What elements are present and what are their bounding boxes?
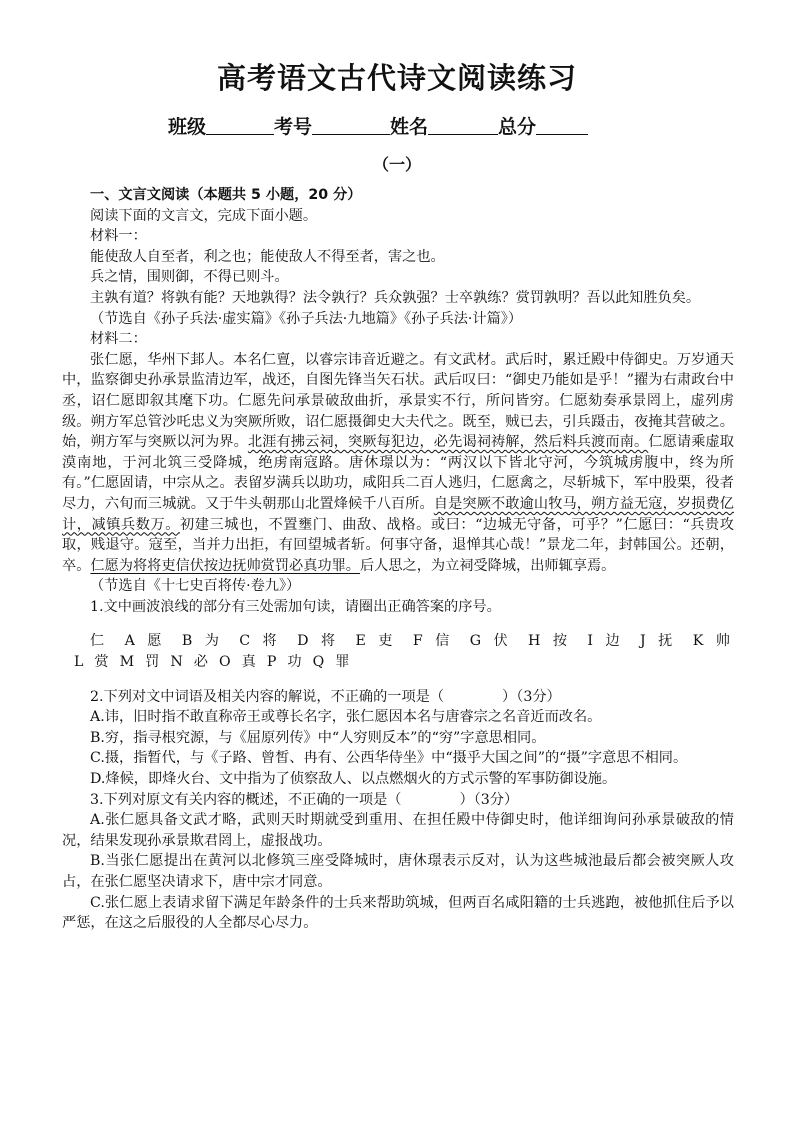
wavy-underlined-text: 北涯有拂云祠，突厥每犯边，必先谒祠祷解，然后料兵渡而南。 xyxy=(247,434,649,451)
option-token: 真 xyxy=(241,654,256,671)
reading-section xyxy=(62,185,734,934)
options-row-1 xyxy=(62,631,734,652)
option-letter[interactable]: O xyxy=(218,654,231,671)
option-token: 仁 xyxy=(90,633,113,650)
material2-label: 材料二： xyxy=(90,331,147,348)
option-letter[interactable]: F xyxy=(412,633,423,650)
option-token: 吏 xyxy=(378,633,401,650)
option-letter[interactable]: J xyxy=(640,633,646,650)
class-blank[interactable] xyxy=(206,116,274,135)
passage-text: 后人思之，为立祠受降城，出师辄享焉。 xyxy=(359,557,616,574)
material2-source: （节选自《十七史百将传·卷九》） xyxy=(90,578,301,595)
option-letter[interactable]: A xyxy=(124,633,135,650)
material1-line: 能使敌人自至者，利之也；能使敌人不得至者，害之也。 xyxy=(90,248,445,265)
question-3-option-a: A.张仁愿具备文武才略，武则天时期就受到重用、在担任殿中侍御史时，他详细询问孙承景破敌的情况，结果发现孙承景欺君罔上，虚报战功。 xyxy=(62,812,734,849)
option-token: 罪 xyxy=(335,654,350,671)
instruction: 阅读下面的文言文，完成下面小题。 xyxy=(90,207,318,224)
option-token: 边 xyxy=(605,633,628,650)
option-token: 为 xyxy=(204,633,227,650)
option-token: 愿 xyxy=(147,633,170,650)
material2-paragraph xyxy=(62,350,734,577)
document-title: 高考语文古代诗文阅读练习 xyxy=(216,61,577,95)
question-3-option-c: C.张仁愿上表请求留下满足年龄条件的士兵来帮助筑城，但两百名咸阳籍的士兵逃跑，被他抓住后予以严惩，在这之后服役的人全都尽心尽力。 xyxy=(62,894,734,932)
material1-line: 兵之情，围则御，不得已则斗。 xyxy=(90,269,289,286)
option-token: 帅 xyxy=(715,633,730,650)
question-2-text: 2.下列对文中词语及相关内容的解说，不正确的一项是（ xyxy=(90,688,445,705)
option-letter[interactable]: L xyxy=(74,654,84,671)
option-token: 罚 xyxy=(145,654,160,671)
question-2-option-d: D.烽候，即烽火台、文中指为了侦察敌人、以点燃烟火的方式示警的军事防御设施。 xyxy=(90,771,617,788)
material1-line: 主孰有道？将孰有能？天地孰得？法令孰行？兵众孰强？士卒孰练？赏罚孰明？吾以此知胜负矣。 xyxy=(90,289,701,306)
question-2 xyxy=(62,687,734,708)
option-letter[interactable]: N xyxy=(170,654,183,671)
material1-label: 材料一： xyxy=(90,228,147,245)
name-blank[interactable] xyxy=(428,116,498,135)
option-letter[interactable]: H xyxy=(528,633,541,650)
part-heading: 一、文言文阅读（本题共 5 小题，20 分） xyxy=(90,187,362,203)
exam-no-label: 考号 xyxy=(274,116,313,138)
passage-text: 张仁愿，华州下邽人。本名仁亶，以睿宗讳音近避之。有文武材。武后时，累迁殿中侍御史。万岁通天中，监察御史孙承景监清边军，战还，自图先锋当矢石状。武后叹曰：“御史乃能如是乎！”擢为右肃政台中丞，诏仁愿即叙其麾下功。仁愿先问承景破敌曲折，承景实不行，所问皆穷。仁愿劾奏承景罔上，虚列虏级。朔方军总管沙吒忠义为突厥所败，诏仁愿摄御史大夫代之。既至，贼已去，引兵蹑击，夜掩其营破之。始，朔方军与突厥以河为界。 xyxy=(62,351,734,451)
question-3-text: 3.下列对原文有关内容的概述，不正确的一项是（ xyxy=(90,791,402,808)
option-token: 赏 xyxy=(94,654,109,671)
passage-text: 初建三城也，不置壅门、曲敌、战格。或曰：“边城无守备，可乎？”仁愿曰：“兵贵攻取，贱退守。寇至，当并力出拒，有回望城者斩。何事守备，退惮其心哉！”景龙二年，封韩国公。还朝，卒。 xyxy=(62,516,734,574)
question-3-points: ）（3分） xyxy=(459,791,519,808)
option-token: 信 xyxy=(435,633,458,650)
section-number: （一） xyxy=(372,155,421,174)
score-label: 总分 xyxy=(498,116,537,138)
option-token: 将 xyxy=(262,633,285,650)
question-1-options xyxy=(62,631,734,672)
wavy-underlined-text: 自是突厥不敢逾山牧马，朔方益无寇，岁损费亿计，减镇兵数万。 xyxy=(62,495,734,533)
option-letter[interactable]: E xyxy=(355,633,366,650)
option-letter[interactable]: K xyxy=(692,633,704,650)
underlined-sentence: 仁愿为将将吏信伏按边抚帅赏罚必真功罪。 xyxy=(90,557,360,574)
name-label: 姓名 xyxy=(390,116,429,138)
option-letter[interactable]: G xyxy=(469,633,482,650)
option-letter[interactable]: Q xyxy=(312,654,325,671)
option-letter[interactable]: I xyxy=(587,633,594,650)
question-3-option-b: B.当张仁愿提出在黄河以北修筑三座受降城时，唐休璟表示反对，认为这些城池最后都会被突厥人攻占，在张仁愿坚决请求下，唐中宗才同意。 xyxy=(62,853,734,890)
question-2-option-c: C.摄，指暂代，与《子路、曾皙、冉有、公西华侍坐》中“摄乎大国之间”的“摄”字意思不相同。 xyxy=(90,750,688,767)
option-token: 伏 xyxy=(493,633,516,650)
option-token: 将 xyxy=(320,633,344,650)
question-2-option-a: A.讳，旧时指不敢直称帝王或尊长名字，张仁愿因本名与唐睿宗之名音近而改名。 xyxy=(90,709,602,726)
question-2-option-b: B.穷，指寻根究源，与《屈原列传》中“人穷则反本”的“穷”字意思相同。 xyxy=(90,729,546,746)
options-row-2 xyxy=(62,652,734,673)
option-token: 功 xyxy=(287,654,302,671)
option-token: 抚 xyxy=(658,633,681,650)
option-letter[interactable]: M xyxy=(119,654,135,671)
exam-no-blank[interactable] xyxy=(312,116,390,135)
option-letter[interactable]: D xyxy=(297,633,309,650)
material1-source: （节选自《孙子兵法·虚实篇》《孙子兵法·九地篇》《孙子兵法·计篇》） xyxy=(90,310,523,327)
question-1: 1.文中画波浪线的部分有三处需加句读，请圈出正确答案的序号。 xyxy=(90,598,501,615)
option-letter[interactable]: C xyxy=(239,633,251,650)
question-2-points: ）（3分） xyxy=(502,688,561,705)
student-info-line xyxy=(168,112,638,139)
option-token: 必 xyxy=(193,654,208,671)
score-blank[interactable] xyxy=(536,116,588,135)
option-letter[interactable]: P xyxy=(266,654,277,671)
option-letter[interactable]: B xyxy=(181,633,193,650)
question-3 xyxy=(62,790,734,811)
class-label: 班级 xyxy=(168,116,207,138)
option-token: 按 xyxy=(552,633,575,650)
passage-text: 仁愿请乘虚取漠南地，于河北筑三受降城，绝虏南寇路。唐休璟以为：“两汉以下皆北守河，今筑城虏腹中，终为所有。”仁愿固请，中宗从之。表留岁满兵以助功，咸阳兵二百人逃归，仁愿禽之，尽斩城下，军中股栗，役者尽力，六旬而三城就。又于牛头朝那山北置烽候千八百所。 xyxy=(62,434,734,512)
